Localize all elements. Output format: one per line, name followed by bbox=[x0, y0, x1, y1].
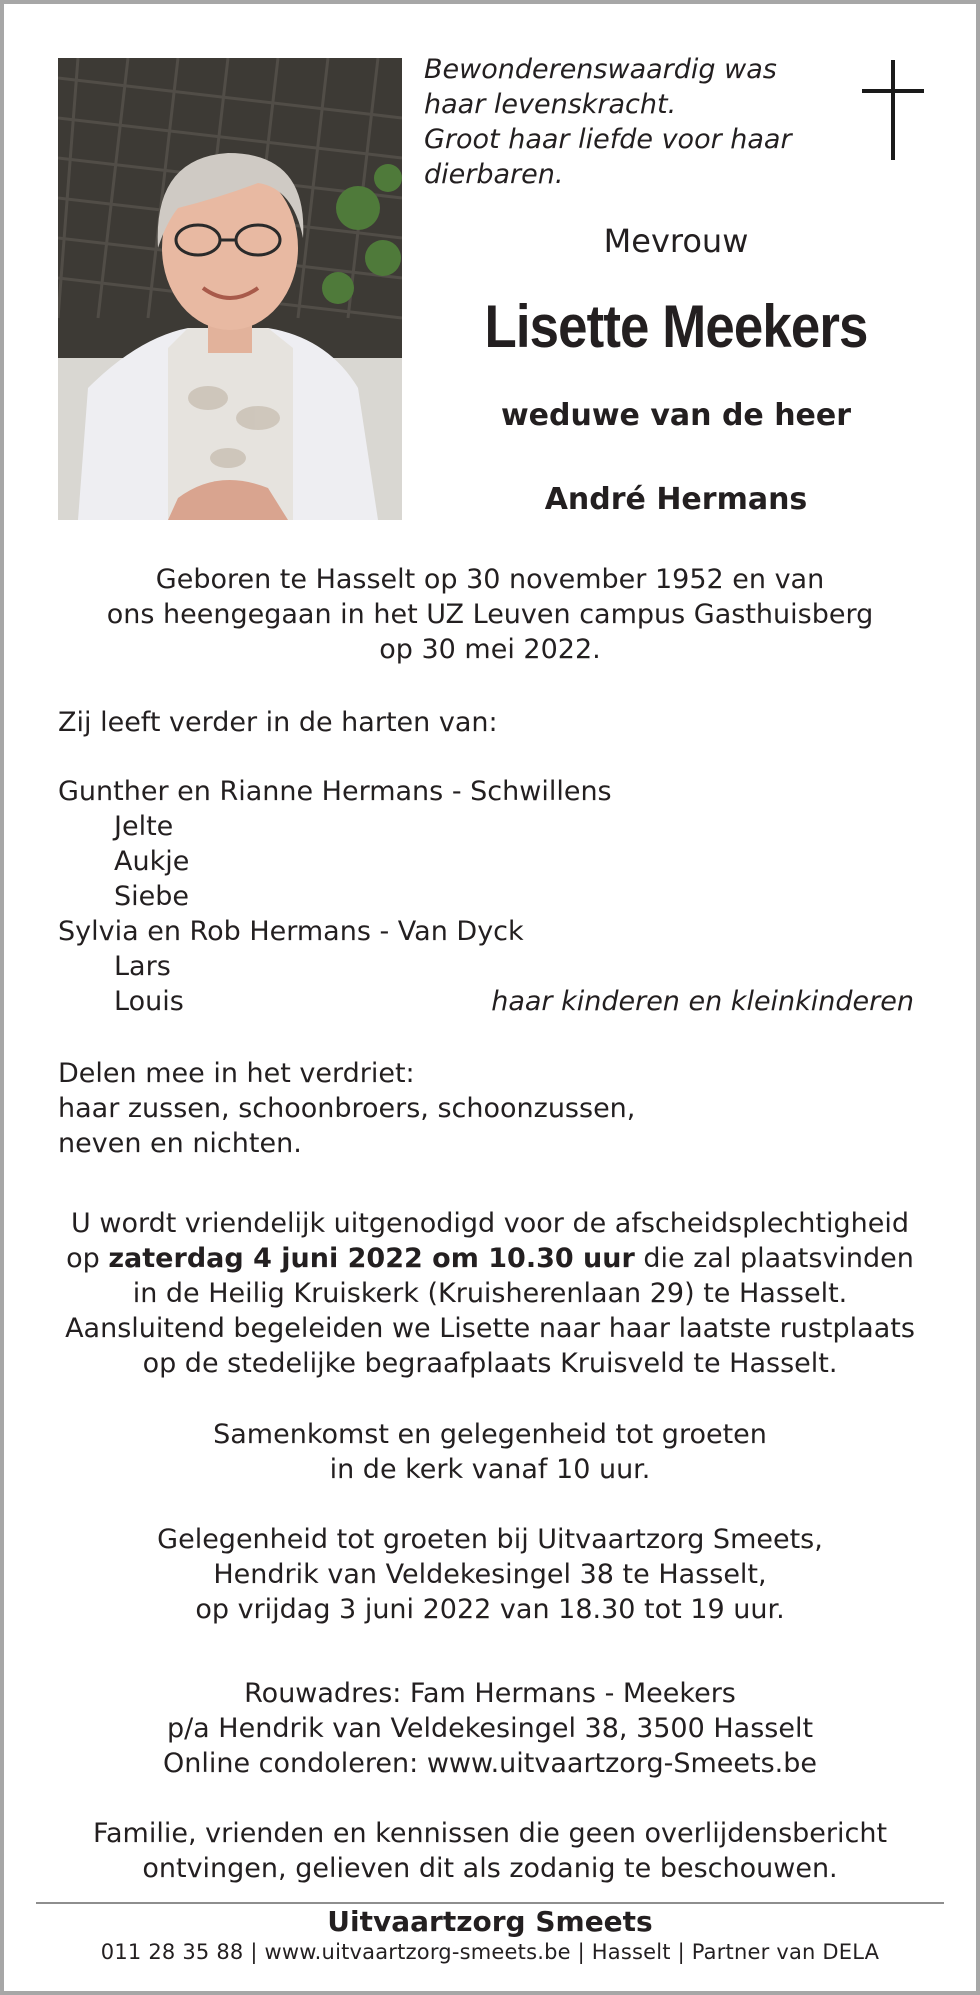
text-line: op 30 mei 2022. bbox=[379, 634, 601, 665]
funeral-invitation bbox=[58, 1206, 922, 1381]
notice-text bbox=[58, 1816, 922, 1886]
quote-line: dierbaren. bbox=[424, 159, 564, 190]
mourners-text bbox=[58, 1056, 922, 1161]
deceased-name: Lisette Meekers bbox=[484, 293, 868, 360]
text-line: op zaterdag 4 juni 2022 om 10.30 uur die zal plaatsvinden bbox=[66, 1243, 914, 1274]
text-line: ontvingen, gelieven dit als zodanig te beschouwen. bbox=[142, 1853, 838, 1884]
family-member: Jelte bbox=[114, 811, 174, 842]
memorial-quote bbox=[424, 52, 824, 192]
text-line: neven en nichten. bbox=[58, 1128, 302, 1159]
text-line: op de stedelijke begraafplaats Kruisveld te Hasselt. bbox=[142, 1348, 838, 1379]
family-member: Gunther en Rianne Hermans - Schwillens bbox=[58, 776, 612, 807]
text-line: Geboren te Hasselt op 30 november 1952 en van bbox=[155, 564, 825, 595]
mourning-address bbox=[58, 1676, 922, 1781]
quote-line: Groot haar liefde voor haar bbox=[424, 124, 792, 155]
portrait-photo bbox=[58, 58, 402, 520]
text-line: Delen mee in het verdriet: bbox=[58, 1058, 415, 1089]
family-member: Aukje bbox=[114, 846, 190, 877]
ceremony-datetime: zaterdag 4 juni 2022 om 10.30 uur bbox=[108, 1243, 635, 1274]
text-line: Samenkomst en gelegenheid tot groeten bbox=[213, 1419, 767, 1450]
text-line: U wordt vriendelijk uitgenodigd voor de afscheidsplechtigheid bbox=[71, 1208, 909, 1239]
spouse-name: André Hermans bbox=[544, 482, 808, 517]
cross-icon bbox=[862, 60, 924, 160]
quote-line: Bewonderenswaardig was bbox=[424, 54, 777, 85]
family-note: haar kinderen en kleinkinderen bbox=[491, 986, 914, 1017]
footer-divider bbox=[36, 1902, 944, 1904]
family-list bbox=[58, 774, 922, 1019]
family-member: Louis haar kinderen en kleinkinderen bbox=[114, 986, 914, 1017]
funeral-home-contact: 011 28 35 88 | www.uitvaartzorg-smeets.be | Hasselt | Partner van DELA bbox=[100, 1940, 880, 1964]
family-intro: Zij leeft verder in de harten van: bbox=[58, 707, 498, 738]
text-line: ons heengegaan in het UZ Leuven campus Gasthuisberg bbox=[106, 599, 874, 630]
text-line: in de kerk vanaf 10 uur. bbox=[329, 1454, 651, 1485]
text-line: Familie, vrienden en kennissen die geen overlijdensbericht bbox=[92, 1818, 888, 1849]
text-line: Online condoleren: www.uitvaartzorg-Smeets.be bbox=[163, 1748, 817, 1779]
birth-death-text bbox=[58, 562, 922, 667]
family-member: Siebe bbox=[114, 881, 190, 912]
title-prefix: Mevrouw bbox=[603, 222, 749, 260]
text-line: p/a Hendrik van Veldekesingel 38, 3500 Hasselt bbox=[166, 1713, 814, 1744]
text-line: Rouwadres: Fam Hermans - Meekers bbox=[244, 1678, 736, 1709]
text-line: op vrijdag 3 juni 2022 van 18.30 tot 19 uur. bbox=[195, 1594, 785, 1625]
gathering-text bbox=[58, 1417, 922, 1487]
greeting-text bbox=[58, 1522, 922, 1627]
family-member: Lars bbox=[114, 951, 171, 982]
text-line: Hendrik van Veldekesingel 38 te Hasselt, bbox=[213, 1559, 767, 1590]
text-line: haar zussen, schoonbroers, schoonzussen, bbox=[58, 1093, 636, 1124]
funeral-home-name: Uitvaartzorg Smeets bbox=[327, 1905, 653, 1938]
text-line: Gelegenheid tot groeten bij Uitvaartzorg Smeets, bbox=[157, 1524, 823, 1555]
quote-line: haar levenskracht. bbox=[424, 89, 677, 120]
family-member: Sylvia en Rob Hermans - Van Dyck bbox=[58, 916, 524, 947]
text-line: in de Heilig Kruiskerk (Kruisherenlaan 29) te Hasselt. bbox=[132, 1278, 848, 1309]
relation-label: weduwe van de heer bbox=[500, 398, 852, 433]
text-line: Aansluitend begeleiden we Lisette naar haar laatste rustplaats bbox=[65, 1313, 915, 1344]
